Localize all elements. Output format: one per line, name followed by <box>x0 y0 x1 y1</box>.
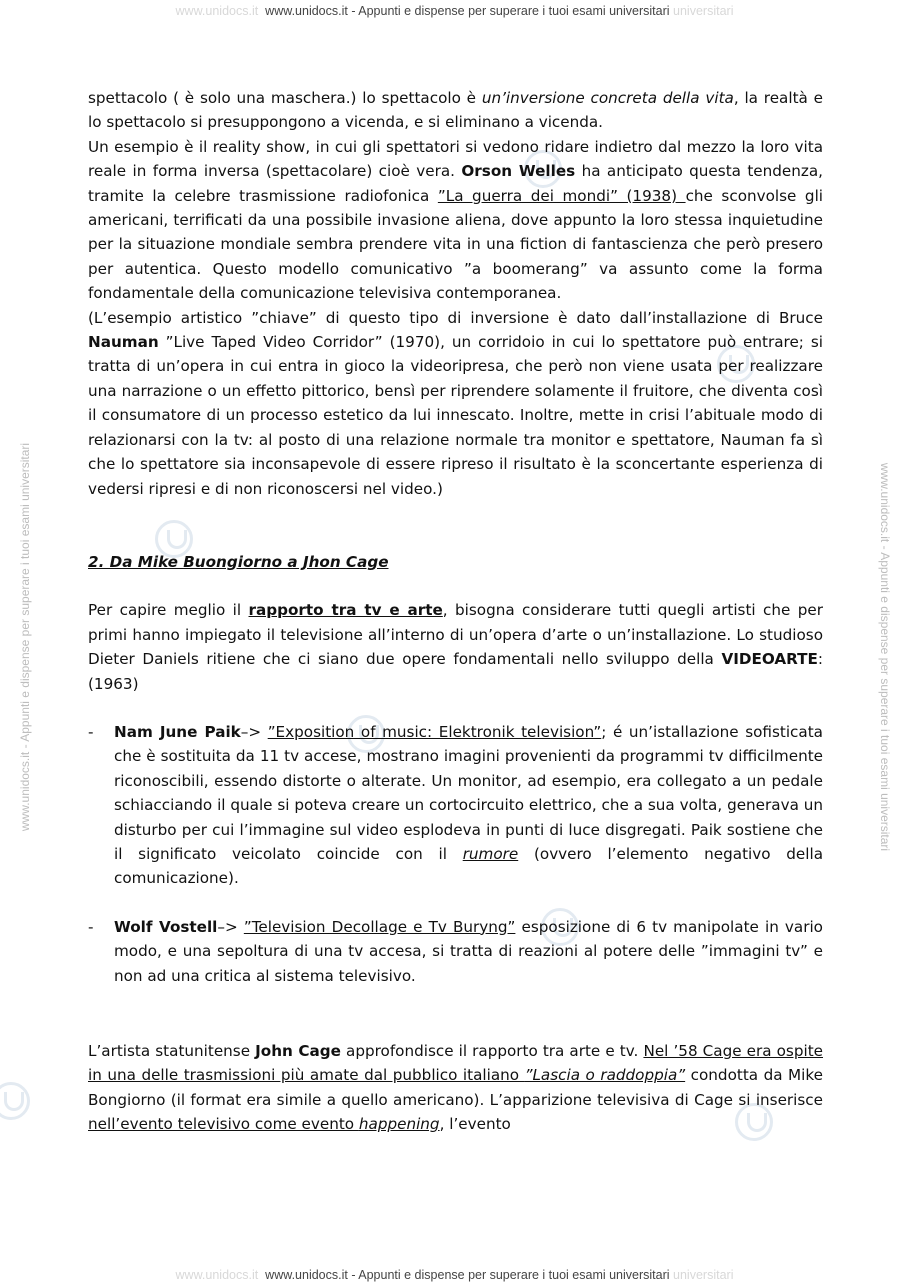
footer-watermark-text: www.unidocs.it - Appunti e dispense per superare i tuoi esami universitari <box>265 1268 670 1282</box>
side-watermark-right: www.unidocs.it - Appunti e dispense per superare i tuoi esami universitari <box>878 462 892 852</box>
list-dash: - <box>88 722 94 741</box>
section-heading: 2. Da Mike Buongiorno a Jhon Cage <box>88 552 389 571</box>
paragraph-nauman: (L’esempio artistico ”chiave” di questo tipo di inversione è dato dall’installazione di Bruce Nauman ”Live Taped Video Corridor” (1970), un corridoio in cui lo spettatore può entrare; si tratta di un’opera in cui entra in gioco la videoripresa, che però non viene usata per realizzare una narrazione o un effetto pittorico, bensì per riprendere solamente il fruitore, che diventa così il consumatore di un processo estetico da lui innescato. Inoltre, mette in crisi l’abituale modo di relazionarsi con la tv: al posto di una relazione normale tra monitor e spettatore, Nauman fa sì che lo spettatore sia inconsapevole di essere ripreso il risultato è la sconcertante esperienza di vedersi ripresi e di non riconoscersi nel video.) <box>88 308 823 498</box>
paragraph-john-cage: L’artista statunitense John Cage approfondisce il rapporto tra arte e tv. Nel ’58 Cage era ospite in una delle trasmissioni più amate dal pubblico italiano ”Lascia o raddoppia” condotta da Mike Bongiorno (il format era simile a quello americano). L’apparizione televisiva di Cage si inserisce nell’evento televisivo come evento happening, l’evento <box>88 1042 823 1134</box>
paragraph-reality-show: Un esempio è il reality show, in cui gli spettatori si vedono ridare indietro dal mezzo la loro vita reale in forma inversa (spettacolare) cioè vera. Orson Welles ha anticipato questa tendenza, tramite la celebre trasmissione radiofonica ”La guerra dei mondi” (1938) che sconvolse gli americani, terrificati da una possibile invasione aliena, dove appunto la loro stessa inquietudine per la situazione mondiale sembra prendere vita in una fiction di fantascienza che però presero per autentica. Questo modello comunicativo ”a boomerang” va assunto come la forma fondamentale della comunicazione televisiva contemporanea. <box>88 137 824 303</box>
list-item-paik: - Nam June Paik–> ”Exposition of music: Elektronik television”; é un’istallazione sofisticata che è sostituita da 11 tv accese, mostrano imagini provenienti da programmi tv difficilmente riconoscibili, essendo distorte o alterate. Un monitor, ad esempio, era collegato a un pedale schiacciando il quale si poteva creare un cortocircuito elettrico, che a sua volta, generava un disturbo per cui l’immagine sul video esplodeva in punti di luce disgregati. Paik sostiene che il significato veicolato coincide con il rumore (ovvero l’elemento negativo della comunicazione). <box>88 720 823 891</box>
document-body <box>88 86 823 1137</box>
list-dash: - <box>88 917 94 936</box>
header-watermark-text: www.unidocs.it - Appunti e dispense per superare i tuoi esami universitari <box>265 4 670 18</box>
side-watermark-left: www.unidocs.it - Appunti e dispense per superare i tuoi esami universitari <box>18 442 32 832</box>
paragraph-rapporto-tv-arte: Per capire meglio il rapporto tra tv e arte, bisogna considerare tutti quegli artisti che per primi hanno impiegato il televisione all’interno di un’opera d’arte o un’installazione. Lo studioso Dieter Daniels ritiene che ci siano due opere fondamentali nello sviluppo della VIDEOARTE: (1963) <box>88 601 823 693</box>
list-item-vostell: - Wolf Vostell–> ”Television Decollage e Tv Buryng” esposizione di 6 tv manipolate in vario modo, e una sepoltura di una tv accesa, si tratta di reazioni al potere delle ”immagini tv” e non ad una critica al sistema televisivo. <box>88 915 823 988</box>
header-watermark: www.unidocs.it www.unidocs.it - Appunti e dispense per superare i tuoi esami universitari universitari <box>175 4 734 18</box>
footer-watermark: www.unidocs.it www.unidocs.it - Appunti e dispense per superare i tuoi esami universitari universitari <box>175 1268 734 1282</box>
paragraph-spettacolo: spettacolo ( è solo una maschera.) lo spettacolo è un’inversione concreta della vita, la realtà e lo spettacolo si presuppongono a vicenda, e si eliminano a vicenda. <box>88 89 823 132</box>
watermark-logo-icon <box>0 1082 30 1120</box>
link-la-guerra-dei-mondi: ”La guerra dei mondi” (1938) <box>437 186 686 205</box>
